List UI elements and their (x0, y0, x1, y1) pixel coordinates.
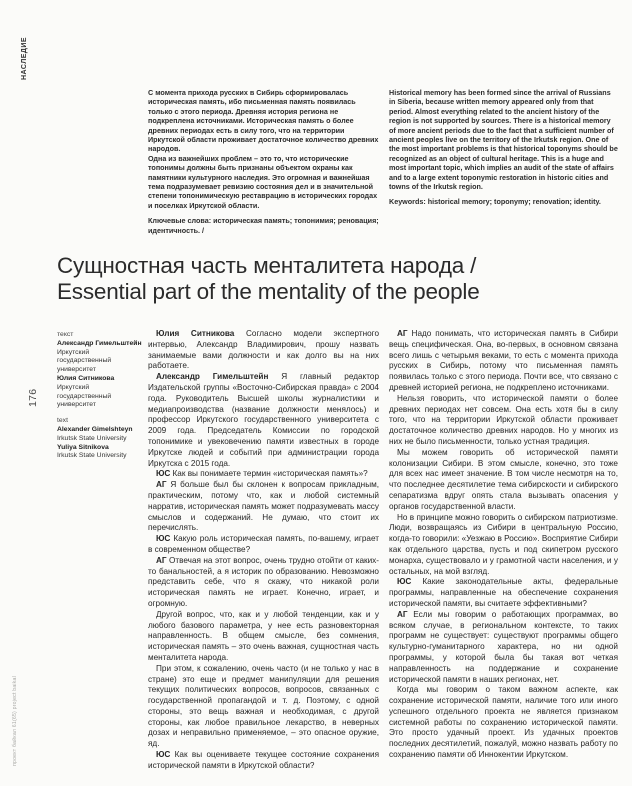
abstract-en-paragraph: Historical memory has been formed since the arrival of Russians in Siberia, because written memory appeared only from that period. Almost everything related to the ancient history of the region is not supported by sources. There is a historical memory of more ancient periods due to the fact that a sufficient number of ancient peoples live on the territory of the Irkutsk region. One of the most important problems is that historical toponyms should be recognized as an object of cultural heritage. This is a huge and most important topic, which implies an audit of the state of affairs and to a large extent toponymic restoration in historic cities and towns of the Irkutsk region. (389, 88, 618, 192)
interview-paragraph: АГ Если мы говорим о работающих программах, во всяком случае, в региональном контексте, то таких программ не существует: существуют программы общего культурно-гуманитарного характера, но ни одной программы, у которой была бы такая вот четкая направленность на поддержание и сохранение исторической памяти в наших регионах, нет. (389, 609, 618, 684)
interview-paragraph: Но в принципе можно говорить о сибирском патриотизме. Люди, возвращаясь из Сибири в центральную Россию, когда-то говорили: «Уезжаю в Россию». Восприятие Сибири как отдельного царства, пусть и под скипетром русского монарха, существовало и у грамотной части населения, и у остальных, на мой взгляд. (389, 512, 618, 576)
speaker-name: АГ (156, 480, 167, 490)
speaker-name: АГ (156, 555, 167, 565)
interview-paragraph: ЮС Какую роль историческая память, по-вашему, играет в современном обществе? (148, 534, 379, 554)
author-affiliation: Irkutsk State University (57, 452, 127, 460)
interview-paragraph: ЮС Какие законодательные акты, федеральные программы, направленные на обеспечение сохранения исторической памяти, вы считаете эффективными? (389, 577, 618, 608)
author-affiliation: Иркутский государственный университет (57, 383, 112, 409)
interview-paragraph: АГ Отвечая на этот вопрос, очень трудно отойти от каких-то банальностей, а я историк по образованию. Невозможно представить себе, что я скажу, что никакой роли историческая память не играет. Конечно, играет, и огромную. (148, 555, 379, 608)
interview-paragraph: Юлия Ситникова Согласно модели экспертного интервью, Александр Владимирович, прошу назвать занимаемые вами должности и как долго вы на них работаете. (148, 329, 379, 371)
author-name: Александр Гимельштейн (57, 339, 142, 347)
keywords-english: Keywords: historical memory; toponymy; renovation; identity. (389, 197, 601, 207)
article-title-ru: Сущностная часть менталитета народа / (57, 253, 477, 278)
interview-paragraph: Когда мы говорим о таком важном аспекте, как сохранение исторической памяти, наличие того или иного успешного отдельного проекта не является признаком системной работы по сохранению исторической памяти. Это просто удачный проект. Из удачных проектов последних десятилетий, пожалуй, можно назвать работу по сохранению памяти об Иннокентии Иркутском. (389, 685, 618, 760)
article-title-en: Essential part of the mentality of the people (57, 279, 480, 304)
article-title (57, 253, 617, 305)
interview-paragraph: Другой вопрос, что, как и у любой тенденции, как и у любого базового параметра, у нее есть разновекторная направленность. В общем смысле, без сомнения, историческая память – это очень важная, сущностная часть менталитета народа. (148, 609, 379, 662)
authors-group-en (57, 417, 143, 461)
interview-paragraph: При этом, к сожалению, очень часто (и не только у нас в стране) это еще и предмет манипуляции для решения текущих политических вопросов, вопросов, связанных с государственной пропагандой и т. д. Поэтому, с одной стороны, это вещь важная и необходимая, с другой стороны, как любое правильное лекарство, в неверных дозах и неправильно применяемое, – это опасное оружие, яд. (148, 663, 379, 749)
author-affiliation: Irkutsk State University (57, 434, 127, 442)
authors-label-ru: текст (57, 331, 74, 338)
speaker-name: АГ (397, 329, 408, 338)
section-label: НАСЛЕДИЕ (21, 36, 28, 80)
interview-paragraph: ЮС Как вы понимаете термин «историческая память»? (156, 469, 368, 479)
speaker-name: ЮС (397, 577, 412, 587)
speaker-name: АГ (397, 609, 408, 619)
interview-column-right (389, 329, 618, 761)
page-number: 176 (27, 388, 39, 407)
interview-paragraph: Александр Гимельштейн Я главный редактор Издательской группы «Восточно-Сибирская правда» с 2004 года. Руководитель Высшей школы журналистики и медиапроизводства (название должности менялось) и профессор Иркутского государственного университета с 2009 года. Председатель Комиссии по городской топонимике и увековечению памяти известных в городе Иркутске людей и событий при администрации города Иркутска с 2015 года. (148, 372, 379, 468)
abstract-russian (148, 88, 379, 235)
speaker-name: ЮС (156, 469, 171, 479)
interview-paragraph: АГ Я больше был бы склонен к вопросам прикладным, практическим, потому что, как и любой системный нарратив, историческая память может подразумевать массу смыслов и содержаний. Не думаю, что стоит их перечислять. (148, 480, 379, 533)
abstract-ru-paragraph-1: С момента прихода русских в Сибирь сформировалась историческая память, ибо письменная память появилась только с этого периода. Древняя история региона не подкреплена источниками. Историческая память о более древних периодах есть в силу того, что на территории Иркутской области проживает достаточное количество древних народов. (148, 88, 379, 154)
abstract-ru-paragraph-2: Одна из важнейших проблем – это то, что исторические топонимы должны быть признаны объектом охраны как памятники культурного наследия. Это огромная и важнейшая тема подразумевает ревизию состояния дел и в значительной степени топонимическую реставрацию в исторических городах и поселках Иркутской области. (148, 153, 378, 210)
keywords-russian: Ключевые слова: историческая память; топонимия; реновация; идентичность. / (148, 216, 379, 235)
interview-paragraph: ЮС Как вы оцениваете текущее состояние сохранения исторической памяти в Иркутской области? (148, 750, 379, 770)
interview-column-left (148, 329, 379, 772)
journal-footer-imprint: проект байкал 61(65) project baikal (12, 676, 18, 766)
author-affiliation: Иркутский государственный университет (57, 348, 112, 374)
speaker-name: Юлия Ситникова (156, 329, 235, 338)
speaker-name: ЮС (156, 750, 171, 760)
author-name: Юлия Ситникова (57, 374, 115, 382)
interview-paragraph: Нельзя говорить, что исторической памяти о более древних периодах нет совсем. Она есть хотя бы в силу того, что на территории Иркутской области проживает достаточное количество древних народов. Но у многих из них не было письменности, только устная традиция. (389, 393, 618, 446)
interview-paragraph: АГ Надо понимать, что историческая память в Сибири вещь специфическая. Она, во-первых, в основном связана всего лишь с четырьмя веками, то есть с момента прихода русских в Сибирь, потому что письменная память появилась только с этого периода. Почти все, что связано с древней историей региона, не подкреплено источниками. (389, 329, 618, 392)
speaker-name: ЮС (156, 534, 171, 544)
author-name: Alexander Gimelshteyn (57, 425, 133, 433)
interview-paragraph: Мы можем говорить об исторической памяти колонизации Сибири. В этом смысле, конечно, это тоже для всех нас имеет значение. В том числе несмотря на то, что последнее десятилетие тема сибирскости и сибирского сепаратизма вдруг опять стала вызывать опасения у органов государственной власти. (389, 447, 618, 511)
authors-label-en: text (57, 417, 68, 425)
authors-block (57, 331, 143, 461)
authors-group-ru (57, 331, 143, 410)
author-name: Yuliya Sitnikova (57, 443, 109, 451)
speaker-name: Александр Гимельштейн (156, 372, 269, 382)
abstract-english (389, 88, 618, 207)
